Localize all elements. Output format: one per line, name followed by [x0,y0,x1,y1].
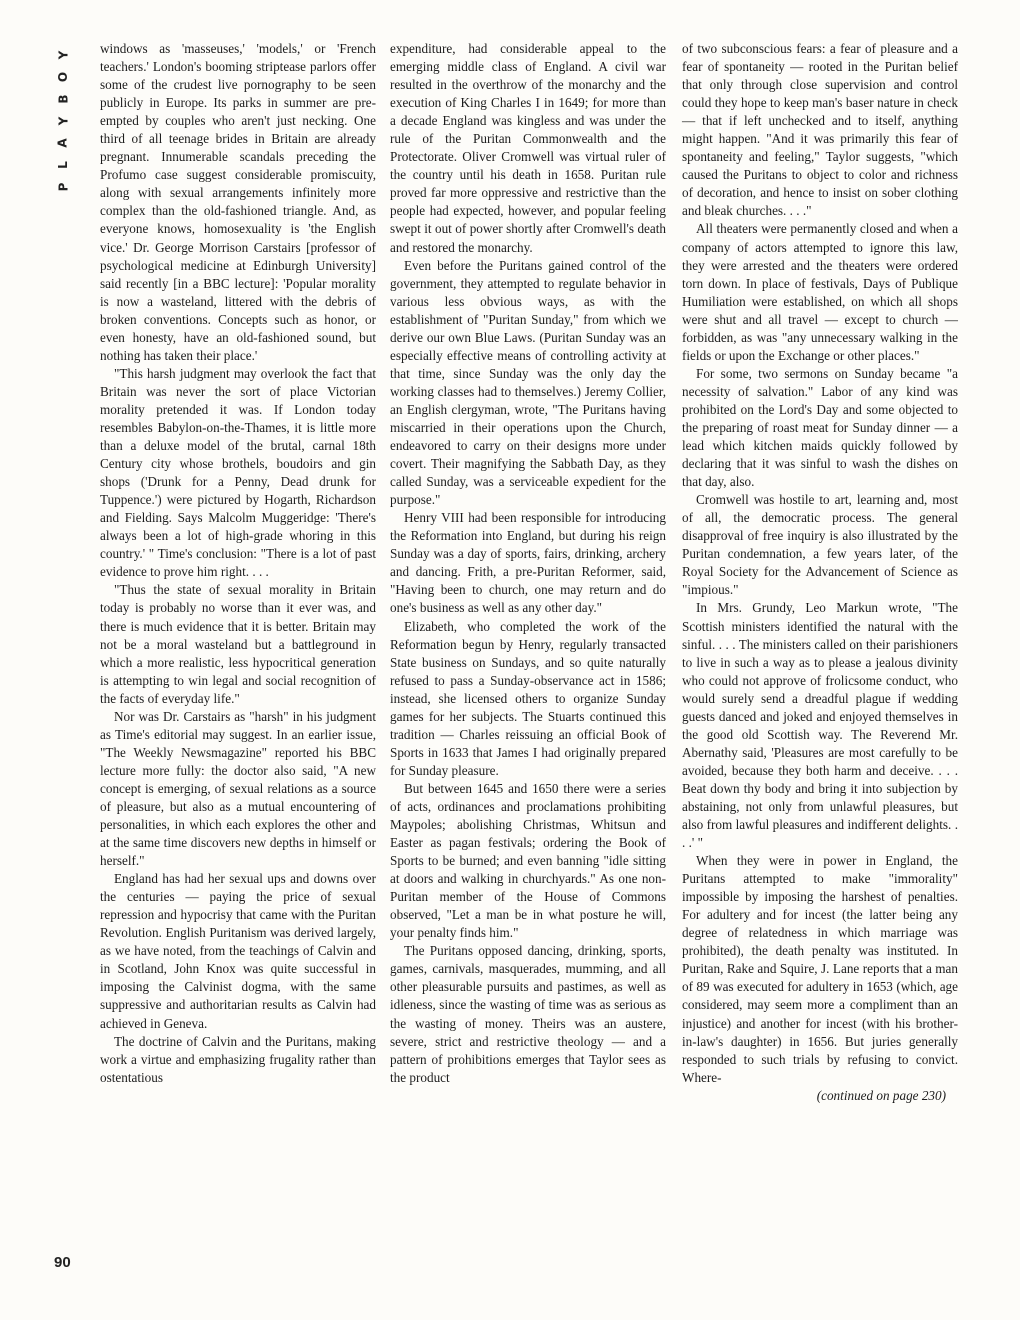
paragraph: Elizabeth, who completed the work of the Reformation begun by Henry, regularly transacted State business on Sundays, and so quite naturally refused to pass a Sunday-observance act in 1586; instead, she licensed others to organize Sunday games for her subjects. The Stuarts continued this tradition — Charles reissuing an official Book of Sports in 1633 that James I had originally prepared for Sunday pleasure. [390,618,666,778]
paragraph: Henry VIII had been responsible for introducing the Reformation into England, but during his reign Sunday was a day of sports, fairs, drinking, archery and dancing. Frith, a pre-Puritan Reformer, said, "Having been to church, one may return and do one's business as well as any other day." [390,510,666,616]
paragraph: of two subconscious fears: a fear of pleasure and a fear of spontaneity — rooted in the Puritan belief that only through close supervision and control could they hope to keep man's baser nature in check — that if left unchecked and to itself, anything might happen. "And it was primarily this fear of spontaneity and feeling," Taylor suggests, "which caused the Puritans to object to color and richness of decoration, and hence to insist on sober clothing and bleak churches. . . ." [682,41,958,219]
masthead-letter: Y [56,116,71,126]
article-column-2 [390,40,666,1087]
masthead-letter: P [56,182,71,192]
article-column-1 [100,40,376,1087]
paragraph: For some, two sermons on Sunday became "a necessity of salvation." Labor of any kind was prohibited on the Lord's Day and some objected to the preparing of roast meat for Sunday dinner — a lead which kitchen maids quickly followed by declaring that it was sinful to wash the dishes on that day, also. [682,365,958,490]
paragraph: England has had her sexual ups and downs over the centuries — paying the price of sexual repression and hypocrisy that came with the Puritan Revolution. English Puritanism was derived largely, as we have noted, from the teachings of Calvin and in Scotland, John Knox was quite successful in imposing the Calvinist dogma, with the same suppressive and authoritarian results as Calvin had achieved in Geneva. [100,871,376,1031]
magazine-masthead [56,44,71,198]
paragraph: All theaters were permanently closed and when a company of actors attempted to ignore this law, they were arrested and the theaters were ordered torn down. In place of festivals, Days of Publique Humiliation were established, on which all shops were shut and all travel — except to church — forbidden, as was "any unnecessary walking in the fields or upon the Exchange or other places." [682,221,958,363]
masthead-letter: O [56,71,71,83]
paragraph: expenditure, had considerable appeal to the emerging middle class of England. A civil war resulted in the overthrow of the monarchy and the execution of King Charles I in 1649; for more than a decade England was kingless and was under the rule of the Puritan Commonwealth and the Protectorate. Oliver Cromwell was virtual ruler of the country until his death in 1658. Puritan rule proved far more oppressive and restrictive than the people had expected, however, and popular feeling swept it out of power shortly after Cromwell's death and restored the monarchy. [390,41,666,255]
paragraph: But between 1645 and 1650 there were a series of acts, ordinances and proclamations prohibiting Maypoles; abolishing Christmas, Whitsun and Easter as pagan festivals; ordering the Book of Sports to be burned; and even banning "idle sitting at doors and walking in churchyards." As one non-Puritan member of the House of Commons observed, "Let a man be in what posture he will, your penalty finds him." [390,780,666,941]
paragraph: In Mrs. Grundy, Leo Markun wrote, "The Scottish ministers identified the natural with the sinful. . . . The ministers called on their parishioners to live in such a way as to please a jealous divinity who could not approve of frolicsome conduct, who would surely send a dreadful plague if wedding guests danced and joked and enjoyed themselves in the good old Scottish way. The Reverend Mr. Abernathy said, 'Pleasures are most carefully to be avoided, because they both harm and deceive. . . . Beat down thy body and bring it into subjection by abstaining, not only from unlawful pleasures, but also from lawful pleasures and indifferent delights. . . .' " [682,600,958,851]
page-number: 90 [54,1254,71,1271]
masthead-letter: A [56,138,71,148]
masthead-letter: B [56,94,71,104]
paragraph: When they were in power in England, the Puritans attempted to make "immorality" impossible by imposing the harshest of penalties. For adultery and for incest (the latter being any degree of relatedness in which marriage was prohibited), the death penalty was instituted. In Puritan, Rake and Squire, J. Lane reports that a man of 89 was executed for adultery in 1653 (which, age considered, may seem more a compliment than an injustice) and another for incest (with his brother-in-law's daughter) in 1656. But juries generally responded to such trials by refusing to convict. Where- [682,853,958,1085]
paragraph: Even before the Puritans gained control of the government, they attempted to regulate behavior in various less obvious ways, as with the establishment of "Puritan Sunday," from which we derive our own Blue Laws. (Puritan Sunday was an especially effective means of controlling activity at that time, since Sunday was the only day the working classes had to themselves.) Jeremy Collier, an English clergyman, wrote, "The Puritans having miscarried in their operations upon the Church, endeavored to carry on their designs more under covert. Their magnifying the Sabbath Day, as they called Sunday, was a serviceable expedient for the purpose." [390,257,666,508]
paragraph: The Puritans opposed dancing, drinking, sports, games, carnivals, masquerades, mumming, and all other pleasurable pursuits and pastimes, as well as idleness, since the wasting of time was as serious as the wasting of money. Theirs was an austere, severe, strict and restrictive theology — and a pattern of prohibitions emerges that Taylor sees as the product [390,943,666,1085]
paragraph: The doctrine of Calvin and the Puritans, making work a virtue and emphasizing frugality rather than ostentatious [100,1033,376,1085]
paragraph: Cromwell was hostile to art, learning and, most of all, the democratic process. The general disapproval of free inquiry is also illustrated by the Puritan condemnation, a few years later, of the Royal Society for the Advancement of Science as "impious." [682,492,958,598]
masthead-letter: Y [56,50,71,60]
masthead-letter: L [56,161,71,169]
continued-note: (continued on page 230) [816,1087,946,1103]
paragraph: "Thus the state of sexual morality in Britain today is probably no worse than it ever was, and there is much evidence that it is better. Britain may not be a moral wasteland but a battleground in which a more realistic, less hypocritical generation is attempting to win legal and social recognition of the facts of everyday life." [100,582,376,706]
paragraph: windows as 'masseuses,' 'models,' or 'French teachers.' London's booming striptease parlors offer some of the crudest live pornography to be seen publicly in Europe. Its parks in summer are pre-empted by couples who aren't just necking. One third of all teenage brides in Britain are already pregnant. Innumerable scandals preceding the Profumo case suggest considerable promiscuity, along with sexual arrangements infinitely more complex than the old-fashioned triangle. And, as everyone knows, homosexuality is 'the English vice.' Dr. George Morrison Carstairs [professor of psychological medicine at Edinburgh University] said recently [in a BBC lecture]: 'Popular morality is now a wasteland, littered with the debris of broken conventions. Concepts such as honor, or even honesty, have an old-fashioned sound, but nothing has taken their place.' [100,41,376,363]
article-column-3 [682,40,958,1105]
paragraph: "This harsh judgment may overlook the fact that Britain was never the sort of place Victorian morality pretended it was. If London today resembles Babylon-on-the-Thames, it is little more than a deluxe model of the brutal, carnal 18th Century city whose brothels, boudoirs and gin shops ('Drunk for a Penny, Dead drunk for Tuppence.') were pictured by Hogarth, Richardson and Fielding. Says Malcolm Muggeridge: 'There's always been a lot of high-grade whoring in this country.' " Time's conclusion: "There is a lot of past evidence to prove him right. . . . [100,365,376,580]
paragraph: Nor was Dr. Carstairs as "harsh" in his judgment as Time's editorial may suggest. In an earlier issue, "The Weekly Newsmagazine" reported his BBC lecture more fully: the doctor also said, "A new concept is emerging, of sexual relations as a source of pleasure, but also as a mutual encountering of personalities, in which each explores the other and at the same time discovers new depths in himself or herself." [100,708,376,869]
